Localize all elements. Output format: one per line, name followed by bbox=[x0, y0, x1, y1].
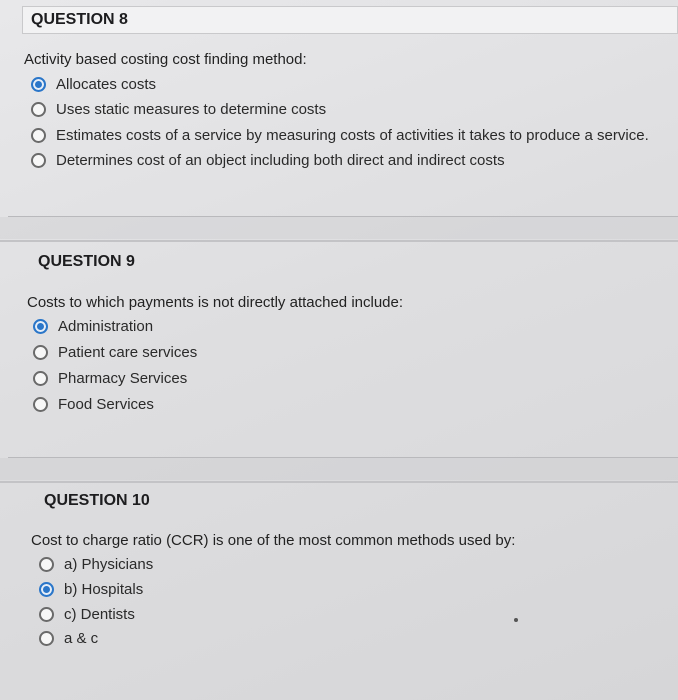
question-9-title: QUESTION 9 bbox=[38, 253, 135, 270]
radio-empty-icon[interactable] bbox=[33, 371, 48, 386]
question-8-option-2[interactable] bbox=[31, 101, 326, 118]
option-label: Estimates costs of a service by measuring costs of activities it takes to produce a service. bbox=[56, 127, 649, 144]
question-9-option-4[interactable] bbox=[33, 396, 154, 413]
option-label: Pharmacy Services bbox=[58, 370, 188, 387]
question-9-option-3[interactable] bbox=[33, 370, 187, 387]
question-8-option-4[interactable] bbox=[31, 152, 505, 169]
option-label: a) Physicians bbox=[64, 556, 154, 573]
radio-empty-icon[interactable] bbox=[33, 345, 48, 360]
option-label: c) Dentists bbox=[64, 606, 135, 623]
question-8-option-1[interactable] bbox=[31, 76, 156, 93]
question-10-option-4[interactable] bbox=[39, 630, 98, 647]
option-label: b) Hospitals bbox=[64, 581, 144, 598]
radio-selected-icon[interactable] bbox=[31, 77, 46, 92]
radio-empty-icon[interactable] bbox=[33, 397, 48, 412]
option-label: Patient care services bbox=[58, 344, 198, 361]
radio-selected-icon[interactable] bbox=[39, 582, 54, 597]
radio-empty-icon[interactable] bbox=[39, 631, 54, 646]
question-8-header bbox=[22, 6, 678, 34]
option-label: Determines cost of an object including both direct and indirect costs bbox=[56, 152, 505, 169]
question-8-prompt: Activity based costing cost finding method: bbox=[24, 51, 307, 68]
option-label: Uses static measures to determine costs bbox=[56, 101, 327, 118]
question-10-option-3[interactable] bbox=[39, 606, 135, 623]
radio-empty-icon[interactable] bbox=[31, 102, 46, 117]
question-9-option-1[interactable] bbox=[33, 318, 153, 335]
question-10-title: QUESTION 10 bbox=[44, 492, 150, 509]
radio-empty-icon[interactable] bbox=[31, 128, 46, 143]
question-10-prompt: Cost to charge ratio (CCR) is one of the most common methods used by: bbox=[31, 532, 516, 549]
question-9-option-2[interactable] bbox=[33, 344, 197, 361]
cursor-dot-icon bbox=[514, 618, 518, 622]
question-10-option-1[interactable] bbox=[39, 556, 153, 573]
divider-shade bbox=[0, 217, 678, 239]
option-label: Allocates costs bbox=[56, 76, 157, 93]
question-8-title: QUESTION 8 bbox=[31, 11, 128, 28]
radio-empty-icon[interactable] bbox=[39, 607, 54, 622]
radio-selected-icon[interactable] bbox=[33, 319, 48, 334]
question-divider bbox=[0, 240, 678, 242]
radio-empty-icon[interactable] bbox=[31, 153, 46, 168]
option-label: Food Services bbox=[58, 396, 154, 413]
question-9-prompt: Costs to which payments is not directly attached include: bbox=[27, 294, 404, 311]
question-10-option-2[interactable] bbox=[39, 581, 143, 598]
question-9-header bbox=[30, 248, 678, 276]
divider-shade bbox=[0, 458, 678, 480]
option-label: Administration bbox=[58, 318, 154, 335]
question-divider bbox=[0, 481, 678, 483]
question-8-option-3[interactable] bbox=[31, 127, 649, 144]
radio-empty-icon[interactable] bbox=[39, 557, 54, 572]
question-10-header bbox=[36, 487, 678, 515]
option-label: a & c bbox=[64, 630, 99, 647]
